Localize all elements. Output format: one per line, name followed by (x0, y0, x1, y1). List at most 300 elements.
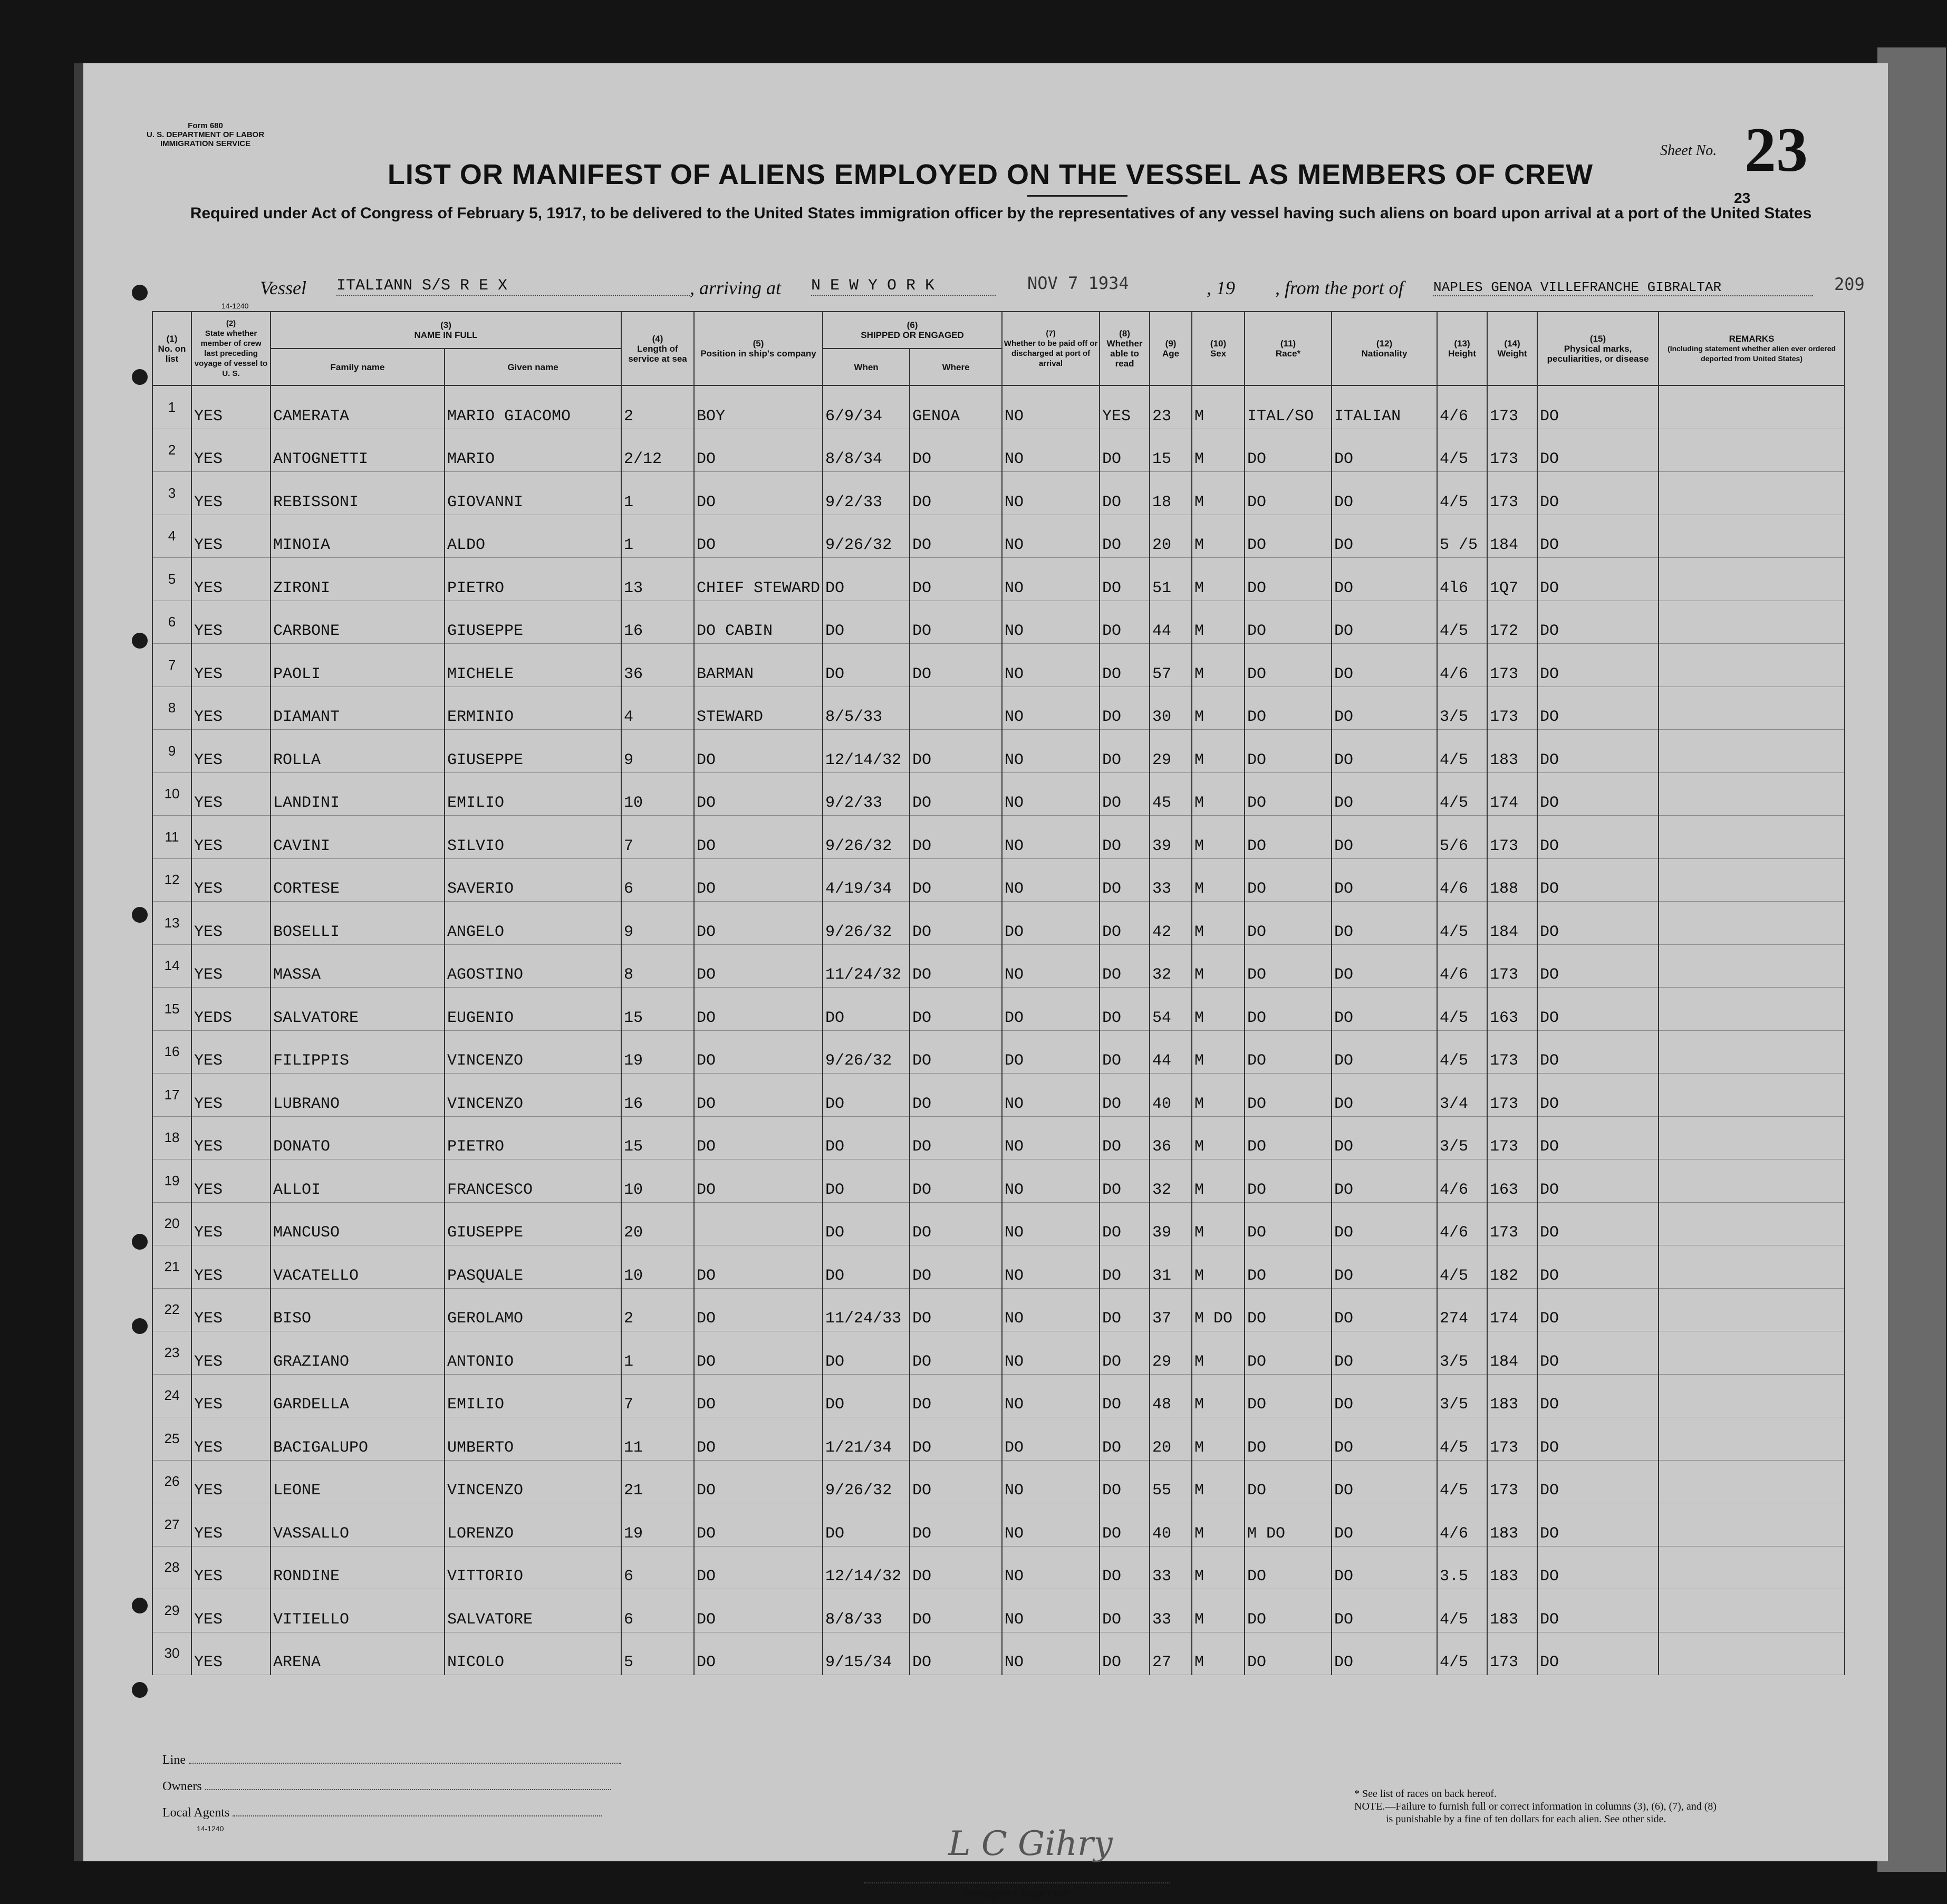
position-cell: DO (694, 1589, 823, 1632)
physical-marks-cell: DO (1537, 1589, 1659, 1632)
height-cell: 4/6 (1437, 1503, 1487, 1547)
col-shipped-header: (6) SHIPPED OR ENGAGED (823, 312, 1002, 349)
sex-cell: M (1192, 1159, 1245, 1203)
paid-off-cell: NO (1002, 730, 1100, 773)
position-cell: DO (694, 1159, 823, 1203)
row-number-cell: 15 (152, 988, 191, 1031)
prev-voyage-cell: YES (191, 1159, 271, 1203)
race-cell: DO (1245, 1116, 1332, 1159)
sex-cell: M (1192, 472, 1245, 515)
given-name-cell: AGOSTINO (445, 944, 621, 988)
paid-off-cell: NO (1002, 687, 1100, 730)
height-cell: 3/4 (1437, 1074, 1487, 1117)
sex-cell: M (1192, 1074, 1245, 1117)
able-to-read-cell: DO (1100, 515, 1150, 558)
shipped-when-cell: DO (823, 988, 910, 1031)
crew-row (152, 1159, 1845, 1203)
page-subtitle: Required under Act of Congress of February 5, 1917, to be delivered to the United States immigration officer by the representatives of any vessel having such aliens on board upon arrival at a port of the United States (190, 205, 1812, 222)
weight-cell: 173 (1487, 429, 1537, 472)
age-cell: 33 (1150, 1589, 1192, 1632)
position-cell: CHIEF STEWARD (694, 558, 823, 601)
crew-row (152, 1202, 1845, 1245)
shipped-where-cell: DO (910, 515, 1002, 558)
sex-cell: M (1192, 1589, 1245, 1632)
shipped-when-cell: 8/5/33 (823, 687, 910, 730)
height-cell: 4/6 (1437, 644, 1487, 687)
age-cell: 36 (1150, 1116, 1192, 1159)
remarks-cell (1659, 1074, 1845, 1117)
service-length-cell: 11 (621, 1417, 694, 1461)
weight-cell: 183 (1487, 1374, 1537, 1417)
crew-row (152, 1417, 1845, 1461)
shipped-where-cell: DO (910, 1245, 1002, 1289)
remarks-cell (1659, 1632, 1845, 1675)
sex-cell: M (1192, 988, 1245, 1031)
prev-voyage-cell: YES (191, 944, 271, 988)
position-cell: DO (694, 1374, 823, 1417)
given-name-cell: FRANCESCO (445, 1159, 621, 1203)
shipped-where-cell: DO (910, 1417, 1002, 1461)
sex-cell: M (1192, 644, 1245, 687)
position-cell: BOY (694, 385, 823, 429)
remarks-cell (1659, 1503, 1845, 1547)
physical-marks-cell: DO (1537, 1417, 1659, 1461)
crew-row (152, 1460, 1845, 1503)
owners-field: Owners (162, 1780, 611, 1794)
remarks-cell (1659, 644, 1845, 687)
col-name-header: (3) NAME IN FULL (271, 312, 621, 349)
col-prev-voyage-header: (2) State whether member of crew last preceding voyage of vessel to U. S. (191, 312, 271, 385)
crew-row (152, 472, 1845, 515)
prev-voyage-cell: YES (191, 1417, 271, 1461)
physical-marks-cell: DO (1537, 1546, 1659, 1589)
able-to-read-cell: DO (1100, 687, 1150, 730)
height-cell: 4/5 (1437, 1589, 1487, 1632)
shipped-where-cell: DO (910, 1503, 1002, 1547)
family-name-cell: GRAZIANO (271, 1331, 445, 1375)
punch-hole (132, 1682, 148, 1698)
given-name-cell: MARIO GIACOMO (445, 385, 621, 429)
nationality-cell: DO (1332, 1331, 1437, 1375)
service-length-cell: 15 (621, 1116, 694, 1159)
shipped-when-cell: 11/24/32 (823, 944, 910, 988)
able-to-read-cell: YES (1100, 385, 1150, 429)
sex-cell: M (1192, 772, 1245, 816)
remarks-cell (1659, 944, 1845, 988)
paid-off-cell: NO (1002, 429, 1100, 472)
given-name-cell: MARIO (445, 429, 621, 472)
race-cell: DO (1245, 1460, 1332, 1503)
race-cell: DO (1245, 816, 1332, 859)
position-cell: DO (694, 429, 823, 472)
shipped-when-cell: 6/9/34 (823, 385, 910, 429)
sex-cell: M (1192, 816, 1245, 859)
position-cell: DO (694, 1288, 823, 1331)
race-cell: DO (1245, 988, 1332, 1031)
col-when-header: When (823, 349, 910, 385)
sheet-number-small: 23 (1734, 190, 1751, 206)
shipped-when-cell: DO (823, 1159, 910, 1203)
race-cell: DO (1245, 687, 1332, 730)
shipped-where-cell: DO (910, 816, 1002, 859)
remarks-cell (1659, 515, 1845, 558)
weight-cell: 188 (1487, 858, 1537, 902)
row-number-cell: 11 (152, 816, 191, 859)
remarks-cell (1659, 601, 1845, 644)
service-length-cell: 10 (621, 1159, 694, 1203)
col-race-header: (11) Race* (1245, 312, 1332, 385)
weight-cell: 173 (1487, 1460, 1537, 1503)
punch-hole (132, 369, 148, 385)
remarks-cell (1659, 772, 1845, 816)
height-cell: 274 (1437, 1288, 1487, 1331)
paid-off-cell: NO (1002, 858, 1100, 902)
position-cell: DO (694, 1074, 823, 1117)
height-cell: 3/5 (1437, 1331, 1487, 1375)
family-name-cell: MASSA (271, 944, 445, 988)
physical-marks-cell: DO (1537, 1074, 1659, 1117)
row-number-cell: 21 (152, 1245, 191, 1289)
crew-manifest-table (152, 311, 1845, 1675)
age-cell: 48 (1150, 1374, 1192, 1417)
family-name-cell: SALVATORE (271, 988, 445, 1031)
prev-voyage-cell: YES (191, 1331, 271, 1375)
crew-row (152, 1331, 1845, 1375)
nationality-cell: DO (1332, 687, 1437, 730)
shipped-where-cell: DO (910, 601, 1002, 644)
weight-cell: 163 (1487, 988, 1537, 1031)
prev-voyage-cell: YES (191, 1460, 271, 1503)
prev-voyage-cell: YES (191, 1589, 271, 1632)
shipped-where-cell: DO (910, 1116, 1002, 1159)
height-cell: 4/5 (1437, 1245, 1487, 1289)
race-cell: DO (1245, 730, 1332, 773)
paid-off-cell: NO (1002, 515, 1100, 558)
physical-marks-cell: DO (1537, 772, 1659, 816)
race-cell: DO (1245, 472, 1332, 515)
sex-cell: M DO (1192, 1288, 1245, 1331)
family-name-cell: CARBONE (271, 601, 445, 644)
row-number-cell: 24 (152, 1374, 191, 1417)
shipped-where-cell: DO (910, 1374, 1002, 1417)
race-cell: DO (1245, 558, 1332, 601)
height-cell: 4/5 (1437, 472, 1487, 515)
sex-cell: M (1192, 902, 1245, 945)
able-to-read-cell: DO (1100, 1159, 1150, 1203)
arriving-label: , arriving at (690, 277, 782, 298)
position-cell: DO (694, 1116, 823, 1159)
service-length-cell: 4 (621, 687, 694, 730)
remarks-cell (1659, 385, 1845, 429)
paid-off-cell: NO (1002, 1074, 1100, 1117)
paid-off-cell: DO (1002, 988, 1100, 1031)
shipped-when-cell: DO (823, 1245, 910, 1289)
from-label: , from the port of (1275, 277, 1404, 298)
shipped-where-cell: DO (910, 1202, 1002, 1245)
remarks-cell (1659, 1589, 1845, 1632)
shipped-when-cell: DO (823, 601, 910, 644)
weight-cell: 173 (1487, 1116, 1537, 1159)
shipped-where-cell: DO (910, 730, 1002, 773)
race-cell: DO (1245, 601, 1332, 644)
row-number-cell: 12 (152, 858, 191, 902)
col-position-header: (5) Position in ship's company (694, 312, 823, 385)
position-cell: STEWARD (694, 687, 823, 730)
row-number-cell: 8 (152, 687, 191, 730)
service-length-cell: 6 (621, 858, 694, 902)
col-nationality-header: (12) Nationality (1332, 312, 1437, 385)
prev-voyage-cell: YES (191, 687, 271, 730)
prev-voyage-cell: YES (191, 1074, 271, 1117)
family-name-cell: FILIPPIS (271, 1030, 445, 1074)
position-cell: DO (694, 816, 823, 859)
given-name-cell: ALDO (445, 515, 621, 558)
nationality-cell: DO (1332, 1460, 1437, 1503)
weight-cell: 183 (1487, 1503, 1537, 1547)
race-cell: DO (1245, 429, 1332, 472)
vessel-label: Vessel (260, 277, 306, 298)
sex-cell: M (1192, 1116, 1245, 1159)
nationality-cell: DO (1332, 1288, 1437, 1331)
prev-voyage-cell: YES (191, 858, 271, 902)
prev-voyage-cell: YES (191, 601, 271, 644)
prev-voyage-cell: YES (191, 816, 271, 859)
remarks-cell (1659, 858, 1845, 902)
sex-cell: M (1192, 1460, 1245, 1503)
crew-rows (152, 385, 1845, 1675)
family-name-cell: VITIELLO (271, 1589, 445, 1632)
given-name-cell: VITTORIO (445, 1546, 621, 1589)
weight-cell: 184 (1487, 902, 1537, 945)
height-cell: 4/5 (1437, 730, 1487, 773)
row-number-cell: 16 (152, 1030, 191, 1074)
physical-marks-cell: DO (1537, 1245, 1659, 1289)
col-height-header: (13) Height (1437, 312, 1487, 385)
title-rule (1027, 195, 1127, 197)
crew-row (152, 988, 1845, 1031)
prev-voyage-cell: YES (191, 772, 271, 816)
height-cell: 5/6 (1437, 816, 1487, 859)
nationality-cell: DO (1332, 429, 1437, 472)
given-name-cell: SILVIO (445, 816, 621, 859)
shipped-when-cell: DO (823, 1374, 910, 1417)
height-cell: 3/5 (1437, 687, 1487, 730)
given-name-cell: GIUSEPPE (445, 1202, 621, 1245)
row-number-cell: 27 (152, 1503, 191, 1547)
service-length-cell: 19 (621, 1503, 694, 1547)
service-length-cell: 9 (621, 902, 694, 945)
paid-off-cell: NO (1002, 1546, 1100, 1589)
physical-marks-cell: DO (1537, 730, 1659, 773)
sex-cell: M (1192, 1331, 1245, 1375)
family-name-cell: DIAMANT (271, 687, 445, 730)
race-cell: DO (1245, 1632, 1332, 1675)
able-to-read-cell: DO (1100, 816, 1150, 859)
punch-hole (132, 633, 148, 649)
physical-marks-cell: DO (1537, 988, 1659, 1031)
remarks-cell (1659, 1159, 1845, 1203)
line-field: Line (162, 1753, 621, 1767)
nationality-cell: DO (1332, 816, 1437, 859)
row-number-cell: 19 (152, 1159, 191, 1203)
height-cell: 4/5 (1437, 988, 1487, 1031)
age-cell: 40 (1150, 1503, 1192, 1547)
nationality-cell: DO (1332, 1159, 1437, 1203)
able-to-read-cell: DO (1100, 1030, 1150, 1074)
paid-off-cell: NO (1002, 816, 1100, 859)
shipped-where-cell: DO (910, 1460, 1002, 1503)
row-number-cell: 23 (152, 1331, 191, 1375)
shipped-when-cell: 12/14/32 (823, 730, 910, 773)
paid-off-cell: NO (1002, 1288, 1100, 1331)
paid-off-cell: NO (1002, 472, 1100, 515)
weight-cell: 173 (1487, 1030, 1537, 1074)
service-length-cell: 1 (621, 515, 694, 558)
weight-cell: 173 (1487, 1632, 1537, 1675)
weight-cell: 172 (1487, 601, 1537, 644)
row-number-cell: 22 (152, 1288, 191, 1331)
weight-cell: 183 (1487, 730, 1537, 773)
sex-cell: M (1192, 515, 1245, 558)
physical-marks-cell: DO (1537, 515, 1659, 558)
weight-cell: 184 (1487, 1331, 1537, 1375)
nationality-cell: DO (1332, 1030, 1437, 1074)
crew-row (152, 558, 1845, 601)
prev-voyage-cell: YES (191, 730, 271, 773)
nationality-cell: DO (1332, 515, 1437, 558)
remarks-cell (1659, 1288, 1845, 1331)
col-weight-header: (14) Weight (1487, 312, 1537, 385)
year-label: , 19 (1207, 277, 1235, 298)
crew-row (152, 816, 1845, 859)
service-length-cell: 19 (621, 1030, 694, 1074)
weight-cell: 174 (1487, 772, 1537, 816)
height-cell: 4/6 (1437, 1159, 1487, 1203)
shipped-where-cell: DO (910, 1288, 1002, 1331)
paid-off-cell: NO (1002, 1331, 1100, 1375)
race-cell: DO (1245, 772, 1332, 816)
shipped-when-cell: DO (823, 1074, 910, 1117)
physical-marks-cell: DO (1537, 1288, 1659, 1331)
physical-marks-cell: DO (1537, 944, 1659, 988)
crew-row (152, 1589, 1845, 1632)
sex-cell: M (1192, 1202, 1245, 1245)
crew-row (152, 1632, 1845, 1675)
nationality-cell: DO (1332, 472, 1437, 515)
able-to-read-cell: DO (1100, 1331, 1150, 1375)
able-to-read-cell: DO (1100, 772, 1150, 816)
paid-off-cell: NO (1002, 558, 1100, 601)
given-name-cell: VINCENZO (445, 1460, 621, 1503)
service-length-cell: 1 (621, 1331, 694, 1375)
col-sex-header: (10) Sex (1192, 312, 1245, 385)
service-length-cell: 6 (621, 1546, 694, 1589)
height-cell: 4/5 (1437, 1460, 1487, 1503)
family-name-cell: CAMERATA (271, 385, 445, 429)
remarks-cell (1659, 472, 1845, 515)
nationality-cell: DO (1332, 1374, 1437, 1417)
physical-marks-cell: DO (1537, 1374, 1659, 1417)
prev-voyage-cell: YEDS (191, 988, 271, 1031)
nationality-cell: DO (1332, 1074, 1437, 1117)
remarks-cell (1659, 687, 1845, 730)
weight-cell: 173 (1487, 472, 1537, 515)
col-service-header: (4) Length of service at sea (621, 312, 694, 385)
sex-cell: M (1192, 944, 1245, 988)
race-cell: DO (1245, 1202, 1332, 1245)
race-cell: DO (1245, 1374, 1332, 1417)
page-reference: 209 (1834, 274, 1865, 294)
family-name-cell: ARENA (271, 1632, 445, 1675)
paid-off-cell: NO (1002, 1245, 1100, 1289)
position-cell: DO (694, 858, 823, 902)
remarks-cell (1659, 1202, 1845, 1245)
family-name-cell: ZIRONI (271, 558, 445, 601)
position-cell (694, 1202, 823, 1245)
race-cell: DO (1245, 1331, 1332, 1375)
physical-marks-cell: DO (1537, 1202, 1659, 1245)
prev-voyage-cell: YES (191, 429, 271, 472)
family-name-cell: PAOLI (271, 644, 445, 687)
family-name-cell: BOSELLI (271, 902, 445, 945)
crew-row (152, 1245, 1845, 1289)
given-name-cell: PASQUALE (445, 1245, 621, 1289)
service-length-cell: 15 (621, 988, 694, 1031)
height-cell: 5 /5 (1437, 515, 1487, 558)
position-cell: DO (694, 1546, 823, 1589)
shipped-where-cell: DO (910, 902, 1002, 945)
given-name-cell: EUGENIO (445, 988, 621, 1031)
service-length-cell: 21 (621, 1460, 694, 1503)
remarks-cell (1659, 988, 1845, 1031)
age-cell: 39 (1150, 816, 1192, 859)
nationality-cell: DO (1332, 1245, 1437, 1289)
weight-cell: 183 (1487, 1546, 1537, 1589)
paid-off-cell: DO (1002, 902, 1100, 945)
service-length-cell: 20 (621, 1202, 694, 1245)
sheet-label: Sheet No. (1660, 142, 1717, 159)
prev-voyage-cell: YES (191, 1632, 271, 1675)
given-name-cell: GIOVANNI (445, 472, 621, 515)
position-cell: DO (694, 1417, 823, 1461)
manifest-sheet (74, 63, 1888, 1900)
shipped-when-cell: 9/26/32 (823, 816, 910, 859)
crew-row (152, 687, 1845, 730)
given-name-cell: SAVERIO (445, 858, 621, 902)
height-cell: 3/5 (1437, 1374, 1487, 1417)
able-to-read-cell: DO (1100, 944, 1150, 988)
physical-marks-cell: DO (1537, 472, 1659, 515)
race-cell: DO (1245, 644, 1332, 687)
age-cell: 18 (1150, 472, 1192, 515)
row-number-cell: 6 (152, 601, 191, 644)
age-cell: 45 (1150, 772, 1192, 816)
nationality-cell: DO (1332, 988, 1437, 1031)
row-number-cell: 3 (152, 472, 191, 515)
able-to-read-cell: DO (1100, 1245, 1150, 1289)
service-length-cell: 2 (621, 385, 694, 429)
able-to-read-cell: DO (1100, 1632, 1150, 1675)
weight-cell: 173 (1487, 385, 1537, 429)
service: IMMIGRATION SERVICE (160, 139, 251, 148)
shipped-when-cell: DO (823, 1503, 910, 1547)
race-cell: DO (1245, 1589, 1332, 1632)
shipped-when-cell: DO (823, 644, 910, 687)
shipped-when-cell: 9/26/32 (823, 1030, 910, 1074)
age-cell: 54 (1150, 988, 1192, 1031)
service-length-cell: 9 (621, 730, 694, 773)
paid-off-cell: NO (1002, 601, 1100, 644)
